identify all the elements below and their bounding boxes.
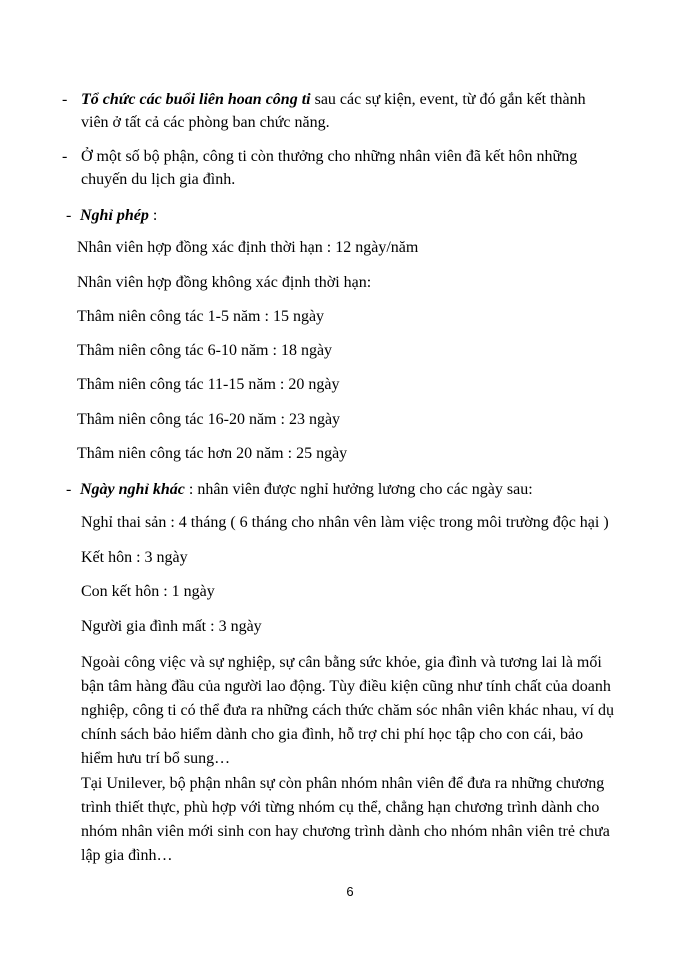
leave-line: Thâm niên công tác 11-15 năm : 20 ngày <box>77 376 340 393</box>
paragraph-1-line: Ngoài công việc và sự nghiệp, sự cân bằng sức khỏe, gia đình và tương lai là mối <box>81 654 602 671</box>
leave-line: Nhân viên hợp đồng xác định thời hạn : 12 ngày/năm <box>77 239 419 256</box>
leave-line: Nhân viên hợp đồng không xác định thời hạn: <box>77 274 372 291</box>
leave-line: Thâm niên công tác hơn 20 năm : 25 ngày <box>77 445 348 462</box>
bullet-1-rest: sau các sự kiện, event, từ đó gắn kết thành <box>310 91 586 108</box>
other-leave-rest: : nhân viên được nghỉ hưởng lương cho các ngày sau: <box>184 481 533 498</box>
bullet-1-line-1 <box>81 90 586 110</box>
other-leave-line: Nghỉ thai sản : 4 tháng ( 6 tháng cho nhân vên làm việc trong môi trường độc hại ) <box>81 514 609 531</box>
paragraph-2-line: Tại Unilever, bộ phận nhân sự còn phân nhóm nhân viên để đưa ra những chương <box>81 775 605 792</box>
paragraph-1-line: nghiệp, công ti có thể đưa ra những cách thức chăm sóc nhân viên khác nhau, ví dụ <box>81 702 614 719</box>
other-leave-line: Kết hôn : 3 ngày <box>81 549 188 566</box>
other-leave-line: Người gia đình mất : 3 ngày <box>81 618 262 635</box>
paragraph-2-line: lập gia đình… <box>81 847 173 864</box>
paragraph-1-line: hiểm hưu trí bổ sung… <box>81 750 231 767</box>
bullet-1-line-2: viên ở tất cả các phòng ban chức năng. <box>81 114 330 131</box>
paragraph-1-line: chính sách bảo hiểm dành cho gia đình, hỗ trợ chi phí học tập cho con cái, bảo <box>81 726 584 743</box>
paragraph-2-line: trình thiết thực, phù hợp với từng nhóm cụ thể, chẳng hạn chương trình dành cho <box>81 799 600 816</box>
paragraph-2-line: nhóm nhân viên mới sinh con hay chương trình dành cho nhóm nhân viên trẻ chưa <box>81 823 610 840</box>
leave-line: Thâm niên công tác 1-5 năm : 15 ngày <box>77 308 325 325</box>
leave-line: Thâm niên công tác 6-10 năm : 18 ngày <box>77 342 333 359</box>
leave-line: Thâm niên công tác 16-20 năm : 23 ngày <box>77 411 341 428</box>
bullet-dash: - <box>66 207 72 224</box>
leave-heading: Nghỉ phép <box>80 207 149 224</box>
page-number: 6 <box>346 884 354 899</box>
bullet-2-line-2: chuyến du lịch gia đình. <box>81 171 236 188</box>
paragraph-1-line: bận tâm hàng đầu của người lao động. Tùy điều kiện cũng như tính chất của doanh <box>81 678 611 695</box>
bullet-1-bold: Tổ chức các buổi liên hoan công ti <box>81 91 311 108</box>
bullet-dash: - <box>62 148 68 165</box>
other-leave-line: Con kết hôn : 1 ngày <box>81 583 215 600</box>
other-leave-heading: Ngày nghỉ khác <box>80 481 185 498</box>
bullet-2-line-1: Ở một số bộ phận, công ti còn thưởng cho những nhân viên đã kết hôn những <box>81 148 578 165</box>
leave-heading-colon: : <box>148 207 158 224</box>
bullet-dash: - <box>62 91 68 108</box>
other-leave-heading-line <box>80 480 533 500</box>
leave-heading-line <box>80 206 157 226</box>
bullet-dash: - <box>66 481 72 498</box>
